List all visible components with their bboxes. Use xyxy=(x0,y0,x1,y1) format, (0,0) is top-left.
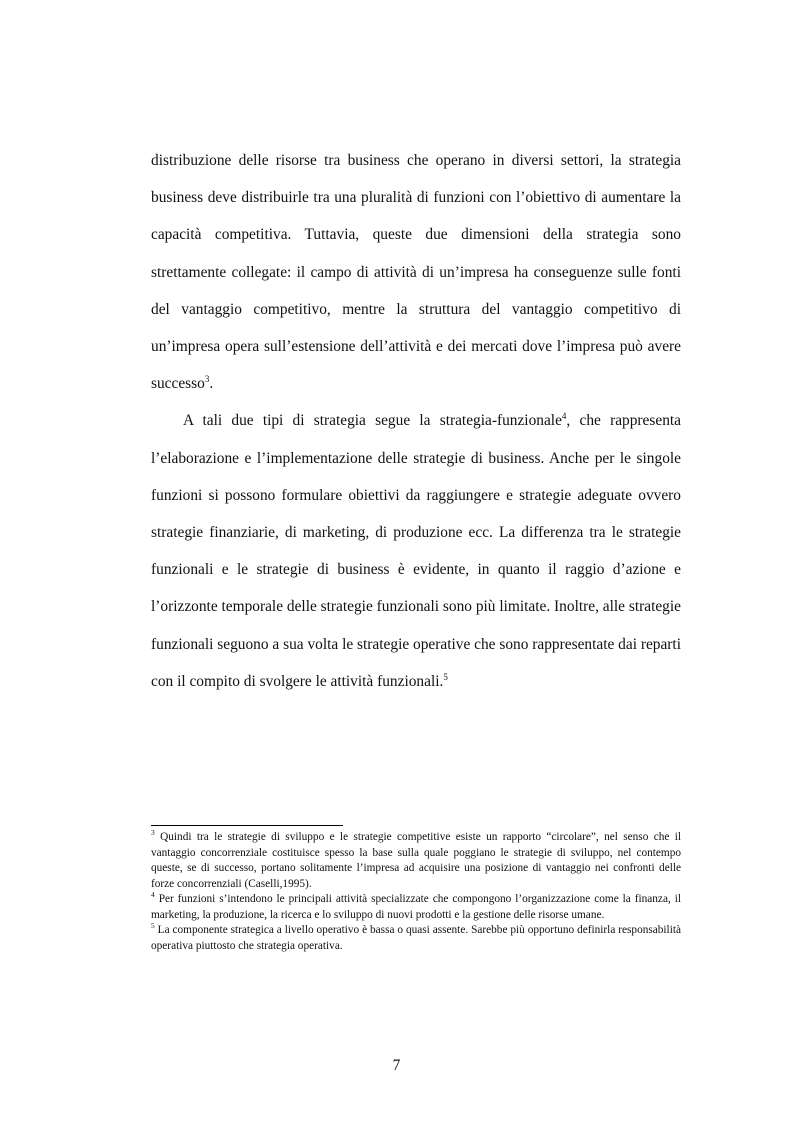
footnote-ref-5: 5 xyxy=(443,671,448,682)
paragraph-2 xyxy=(151,402,681,700)
paragraph-1-text: distribuzione delle risorse tra business che operano in diversi settori, la strategia business deve distribuirle tra una pluralità di funzioni con l’obiettivo di aumentare la capacità competitiva. Tuttavia, queste due dimensioni della strategia sono strettamente collegate: il campo di attività di un’impresa ha conseguenze sulle fonti del vantaggio competitivo, mentre la struttura del vantaggio competitivo di un’impresa opera sull’estensione dell’attività e dei mercati dove l’impresa può avere successo xyxy=(151,152,681,393)
footnote-text: Quindi tra le strategie di sviluppo e le strategie competitive esiste un rapporto “circolare”, nel senso che il vantaggio concorrenziale costituisce spesso la base sulla quale poggiano le strategie di sviluppo, nel contempo queste, se di successo, portano solitamente l’impresa ad acquisire una posizione di vantaggio nei confronti delle forze concorrenziali (Caselli,1995). xyxy=(151,831,681,890)
paragraph-2-text-b: , che rappresenta l’elaborazione e l’implementazione delle strategie di business. Anche per le singole funzioni si possono formulare obiettivi da raggiungere e strategie adeguate ovvero strategie finanziarie, di marketing, di produzione ecc. La differenza tra le strategie funzionali e le strategie di business è evidente, in quanto il raggio d’azione e l’orizzonte temporale delle strategie funzionali sono più limitate. Inoltre, alle strategie funzionali seguono a sua volta le strategie operative che sono rappresentate dai reparti con il compito di svolgere le attività funzionali. xyxy=(151,412,681,690)
footnote-text: Per funzioni s’intendono le principali attività specializzate che compongono l’organizzazione come la finanza, il marketing, la produzione, la ricerca e lo sviluppo di nuovi prodotti e la gestione delle risorse umane. xyxy=(151,893,681,921)
footnote-ref-4: 4 xyxy=(561,411,567,422)
footnotes xyxy=(151,830,681,954)
footnote-separator xyxy=(151,825,343,826)
footnote-number: 4 xyxy=(151,890,155,900)
paragraph-2-text-a: A tali due tipi di strategia segue la strategia-funzionale xyxy=(183,412,562,430)
footnote-3 xyxy=(151,830,681,892)
footnote-ref-3: 3 xyxy=(204,374,210,385)
footnote-4 xyxy=(151,892,681,923)
footnote-number: 5 xyxy=(151,921,155,931)
page-number: 7 xyxy=(392,1057,401,1074)
footnote-number: 3 xyxy=(151,828,155,838)
body-text xyxy=(151,142,681,700)
footnote-5 xyxy=(151,923,681,954)
footnote-text: La componente strategica a livello operativo è bassa o quasi assente. Sarebbe più opportuno definirla responsabilità operativa piuttosto che strategia operativa. xyxy=(151,924,681,952)
paragraph-1-end: . xyxy=(209,375,214,393)
paragraph-1 xyxy=(151,142,681,402)
